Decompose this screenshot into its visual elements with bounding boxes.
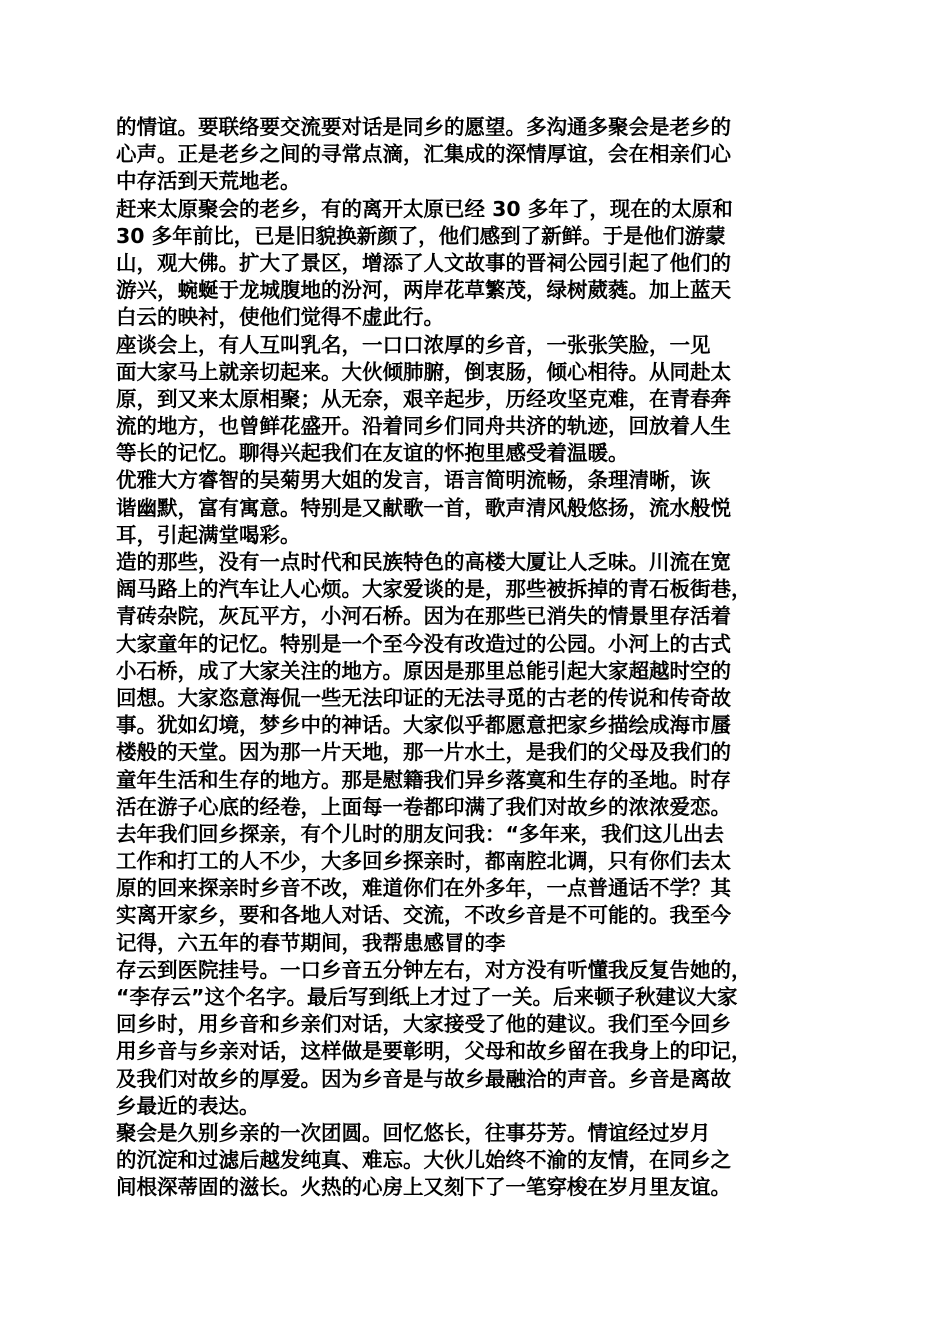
text-line: 谐幽默，富有寓意。特别是又献歌一首，歌声清风般悠扬，流水般悦 (116, 495, 731, 520)
text-line: 用乡音与乡亲对话，这样做是要彰明，父母和故乡留在我身上的印记， (116, 1039, 752, 1064)
text-line: 优雅大方睿智的吴菊男大姐的发言，语言简明流畅，条理清晰，诙 (116, 468, 711, 493)
document-body (116, 114, 836, 1202)
text-line: 大家童年的记忆。特别是一个至今没有改造过的公园。小河上的古式 (116, 631, 731, 656)
text-line: 阔马路上的汽车让人心烦。大家爱谈的是，那些被拆掉的青石板街巷， (116, 577, 752, 602)
text-line: 的情谊。要联络要交流要对话是同乡的愿望。多沟通多聚会是老乡的 (116, 115, 731, 139)
text-line: 赶来太原聚会的老乡，有的离开太原已经 30 多年了，现在的太原和 (116, 196, 733, 221)
text-line: 心声。正是老乡之间的寻常点滴，汇集成的深情厚谊，会在相亲们心 (116, 142, 731, 167)
text-line: 原的回来探亲时乡音不改，难道你们在外多年，一点普通话不学？其 (116, 876, 731, 901)
text-line: 造的那些，没有一点时代和民族特色的高楼大厦让人乏味。川流在宽 (116, 550, 731, 574)
text-line: 游兴，蜿蜒于龙城腹地的汾河，两岸花草繁茂，绿树葳蕤。加上蓝天 (116, 278, 731, 303)
text-line: 记得，六五年的春节期间，我帮患感冒的李 (116, 930, 506, 955)
text-line: 事。犹如幻境，梦乡中的神话。大家似乎都愿意把家乡描绘成海市蜃 (116, 713, 731, 738)
text-line: 乡最近的表达。 (116, 1093, 260, 1118)
text-line: 中存活到天荒地老。 (116, 169, 301, 194)
text-line: 实离开家乡，要和各地人对话、交流，不改乡音是不可能的。我至今 (116, 903, 731, 928)
text-line: 及我们对故乡的厚爱。因为乡音是与故乡最融洽的声音。乡音是离故 (116, 1066, 731, 1091)
text-line: 间根深蒂固的滋长。火热的心房上又刻下了一笔穿梭在岁月里友谊。 (116, 1175, 731, 1200)
text-line: 回乡时，用乡音和乡亲们对话，大家接受了他的建议。我们至今回乡 (116, 1012, 731, 1037)
text-line: 青砖杂院，灰瓦平方，小河石桥。因为在那些已消失的情景里存活着 (116, 604, 731, 629)
text-line: “李存云”这个名字。最后写到纸上才过了一关。后来顿子秋建议大家 (116, 985, 738, 1009)
text-line: 30 多年前比，已是旧貌换新颜了，他们感到了新鲜。于是他们游蒙 (116, 223, 726, 248)
text-line: 山，观大佛。扩大了景区，增添了人文故事的晋祠公园引起了他们的 (116, 250, 731, 275)
text-line: 耳，引起满堂喝彩。 (116, 522, 301, 547)
text-line: 流的地方，也曾鲜花盛开。沿着同乡们同舟共济的轨迹，回放着人生 (116, 414, 731, 439)
text-line: 去年我们回乡探亲，有个儿时的朋友问我：“多年来，我们这儿出去 (116, 821, 724, 846)
text-line: 白云的映衬，使他们觉得不虚此行。 (116, 305, 444, 330)
text-line: 聚会是久别乡亲的一次团圆。回忆悠长，往事芬芳。情谊经过岁月 (116, 1120, 711, 1145)
text-line: 的沉淀和过滤后越发纯真、难忘。大伙儿始终不渝的友情，在同乡之 (116, 1148, 731, 1173)
text-line: 活在游子心底的经卷，上面每一卷都印满了我们对故乡的浓浓爱恋。 (116, 794, 731, 819)
text-line: 楼般的天堂。因为那一片天地，那一片水土，是我们的父母及我们的 (116, 740, 731, 765)
text-line: 等长的记忆。聊得兴起我们在友谊的怀抱里感受着温暖。 (116, 441, 629, 466)
text-line: 小石桥，成了大家关注的地方。原因是那里总能引起大家超越时空的 (116, 658, 731, 683)
text-line: 回想。大家恣意海侃一些无法印证的无法寻觅的古老的传说和传奇故 (116, 685, 731, 710)
text-line: 座谈会上，有人互叫乳名，一口口浓厚的乡音，一张张笑脸，一见 (116, 332, 711, 357)
text-line: 工作和打工的人不少，大多回乡探亲时，都南腔北调，只有你们去太 (116, 849, 731, 874)
text-line: 童年生活和生存的地方。那是慰籍我们异乡落寞和生存的圣地。时存 (116, 767, 731, 792)
text-line: 面大家马上就亲切起来。大伙倾肺腑，倒衷肠，倾心相待。从同赴太 (116, 359, 731, 384)
text-line: 存云到医院挂号。一口乡音五分钟左右，对方没有听懂我反复告她的， (116, 957, 752, 982)
text-line: 原，到又来太原相聚；从无奈，艰辛起步，历经攻坚克难，在青春奔 (116, 386, 731, 411)
